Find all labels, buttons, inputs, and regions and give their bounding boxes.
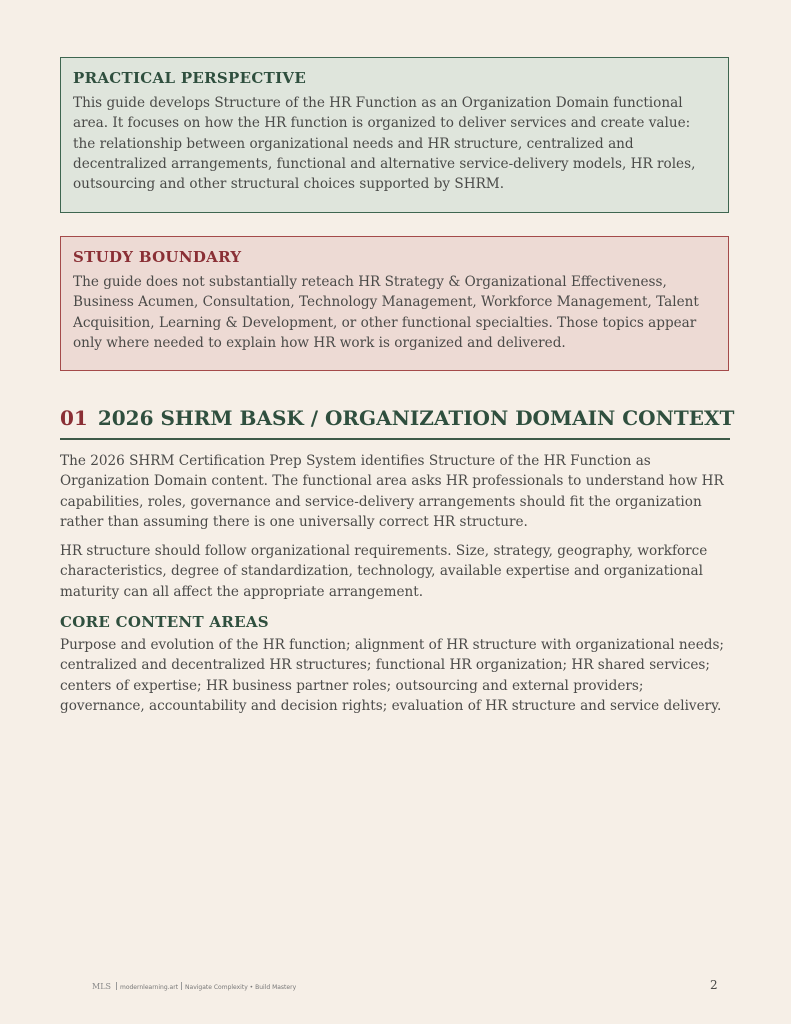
section-paragraph-2: HR structure should follow organizational requirements. Size, strategy, geography, workforce characteristics, degree of standardization, technology, available expertise and organizational maturity can all affect the appropriate arrangement. bbox=[60, 543, 708, 600]
footer-tagline: Navigate Complexity • Build Mastery bbox=[185, 984, 297, 991]
study-boundary-box bbox=[60, 236, 729, 371]
section-title: 2026 SHRM BASK / ORGANIZATION DOMAIN CONTEXT bbox=[97, 406, 735, 430]
section-paragraph-1: The 2026 SHRM Certification Prep System identifies Structure of the HR Function as Organization Domain content. The functional area asks HR professionals to understand how HR capabilities, roles, governance and service-delivery arrangements should fit the organization rather than assuming there is one universally correct HR structure. bbox=[60, 453, 724, 530]
section-number: 01 bbox=[60, 406, 88, 430]
study-boundary-title: STUDY BOUNDARY bbox=[73, 248, 242, 266]
page-number: 2 bbox=[710, 978, 718, 992]
practical-perspective-text: This guide develops Structure of the HR Function as an Organization Domain functional area. It focuses on how the HR function is organized to deliver services and create value: the relationship between organizational needs and HR structure, centralized and decentralized arrangements, functional and alternative service-delivery models, HR roles, outsourcing and other structural choices supported by SHRM. bbox=[73, 95, 696, 193]
footer-divider bbox=[116, 982, 117, 990]
section-heading bbox=[60, 404, 735, 440]
study-boundary-text: The guide does not substantially reteach HR Strategy & Organizational Effectiveness, Business Acumen, Consultation, Technology Management, Workforce Management, Talent Acquisition, Learning & Development, or other functional specialties. Those topics appear only where needed to explain how HR work is organized and delivered. bbox=[73, 274, 699, 351]
core-content-text: Purpose and evolution of the HR function; alignment of HR structure with organizational needs; centralized and decentralized HR structures; functional HR organization; HR shared services; centers of expertise; HR business partner roles; outsourcing and external providers; governance, accountability and decision rights; evaluation of HR structure and service delivery. bbox=[60, 637, 724, 714]
footer bbox=[92, 982, 296, 992]
footer-logo: MLS bbox=[92, 982, 111, 991]
practical-perspective-title: PRACTICAL PERSPECTIVE bbox=[73, 69, 307, 87]
footer-site: modernlearning.art bbox=[119, 984, 179, 991]
core-content-title: CORE CONTENT AREAS bbox=[60, 613, 269, 631]
practical-perspective-box bbox=[60, 57, 729, 213]
footer-divider bbox=[181, 982, 182, 990]
